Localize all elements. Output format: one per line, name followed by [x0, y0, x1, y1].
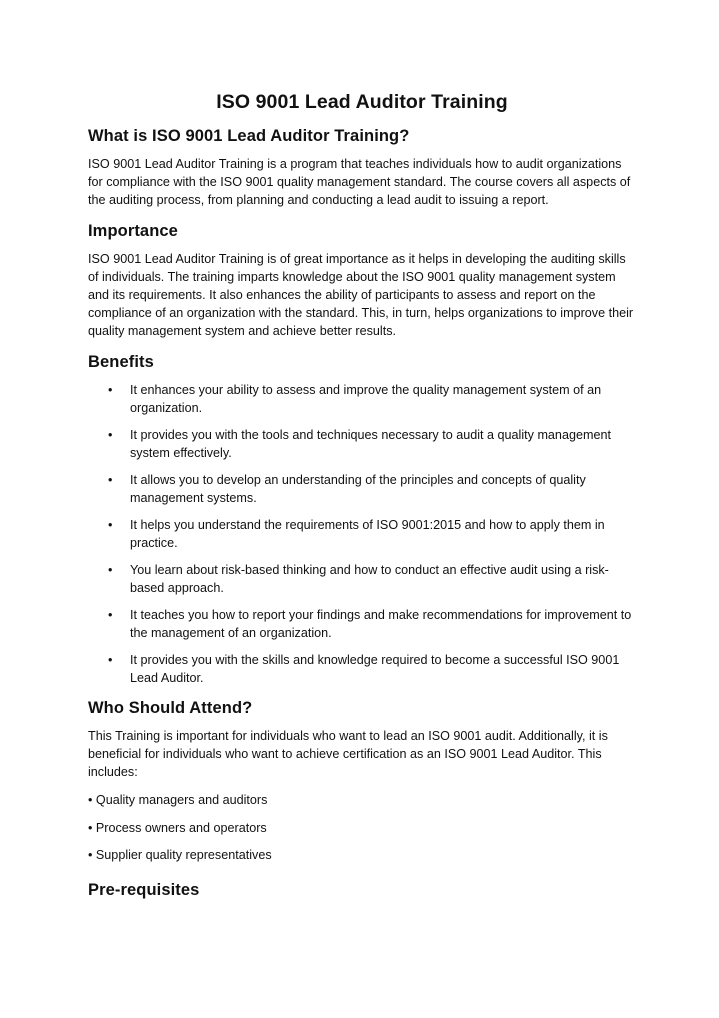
list-item-text: It enhances your ability to assess and improve the quality management system of an organization. [130, 383, 602, 415]
list-item-text: It helps you understand the requirements of ISO 9001:2015 and how to apply them in practice. [130, 518, 605, 550]
bullet-icon: • [108, 473, 113, 487]
section-body-who: This Training is important for individuals who want to lead an ISO 9001 audit. Additionally, it is beneficial for individuals who want to achieve certification as an ISO 9001 Lead Auditor. This includes: [88, 729, 608, 779]
section-heading-benefits: Benefits [88, 353, 154, 371]
bullet-icon: • [108, 428, 113, 442]
list-item [88, 651, 636, 687]
section-heading-prereq: Pre-requisites [88, 880, 200, 899]
list-item-text: It teaches you how to report your findings and make recommendations for improvement to the management of an organization. [130, 608, 632, 640]
list-item [88, 516, 636, 552]
attendee-item: • Process owners and operators [88, 820, 267, 835]
section-heading-what: What is ISO 9001 Lead Auditor Training? [88, 127, 410, 145]
section-body-what: ISO 9001 Lead Auditor Training is a program that teaches individuals how to audit organizations for compliance with the ISO 9001 quality management standard. The course covers all aspects of the auditing process, from planning and conducting a lead audit to issuing a report. [88, 157, 631, 207]
attendee-item: • Supplier quality representatives [88, 848, 272, 862]
attendee-item: • Quality managers and auditors [88, 793, 268, 807]
document-title: ISO 9001 Lead Auditor Training [216, 91, 508, 113]
bullet-icon: • [108, 383, 113, 397]
bullet-icon: • [108, 653, 113, 667]
bullet-icon: • [108, 563, 113, 577]
list-item [88, 381, 636, 417]
list-item-text: It provides you with the skills and knowledge required to become a successful ISO 9001 Lead Auditor. [130, 653, 620, 685]
section-heading-who: Who Should Attend? [88, 699, 253, 717]
list-item [88, 561, 636, 597]
bullet-icon: • [108, 518, 113, 532]
document-page [88, 88, 636, 909]
bullet-icon: • [108, 608, 113, 622]
list-item-text: It allows you to develop an understanding of the principles and concepts of quality management systems. [130, 473, 586, 505]
list-item-text: It provides you with the tools and techniques necessary to audit a quality management system effectively. [130, 428, 611, 460]
section-heading-importance: Importance [88, 222, 178, 240]
benefits-list [88, 381, 636, 687]
list-item [88, 471, 636, 507]
list-item-text: You learn about risk-based thinking and how to conduct an effective audit using a risk-based approach. [130, 563, 609, 595]
section-body-importance: ISO 9001 Lead Auditor Training is of great importance as it helps in developing the auditing skills of individuals. The training imparts knowledge about the ISO 9001 quality management system and its requirements. It also enhances the ability of participants to assess and report on the compliance of an organization with the standard. This, in turn, helps organizations to improve their quality management system and achieve better results. [88, 252, 634, 338]
list-item [88, 606, 636, 642]
list-item [88, 426, 636, 462]
